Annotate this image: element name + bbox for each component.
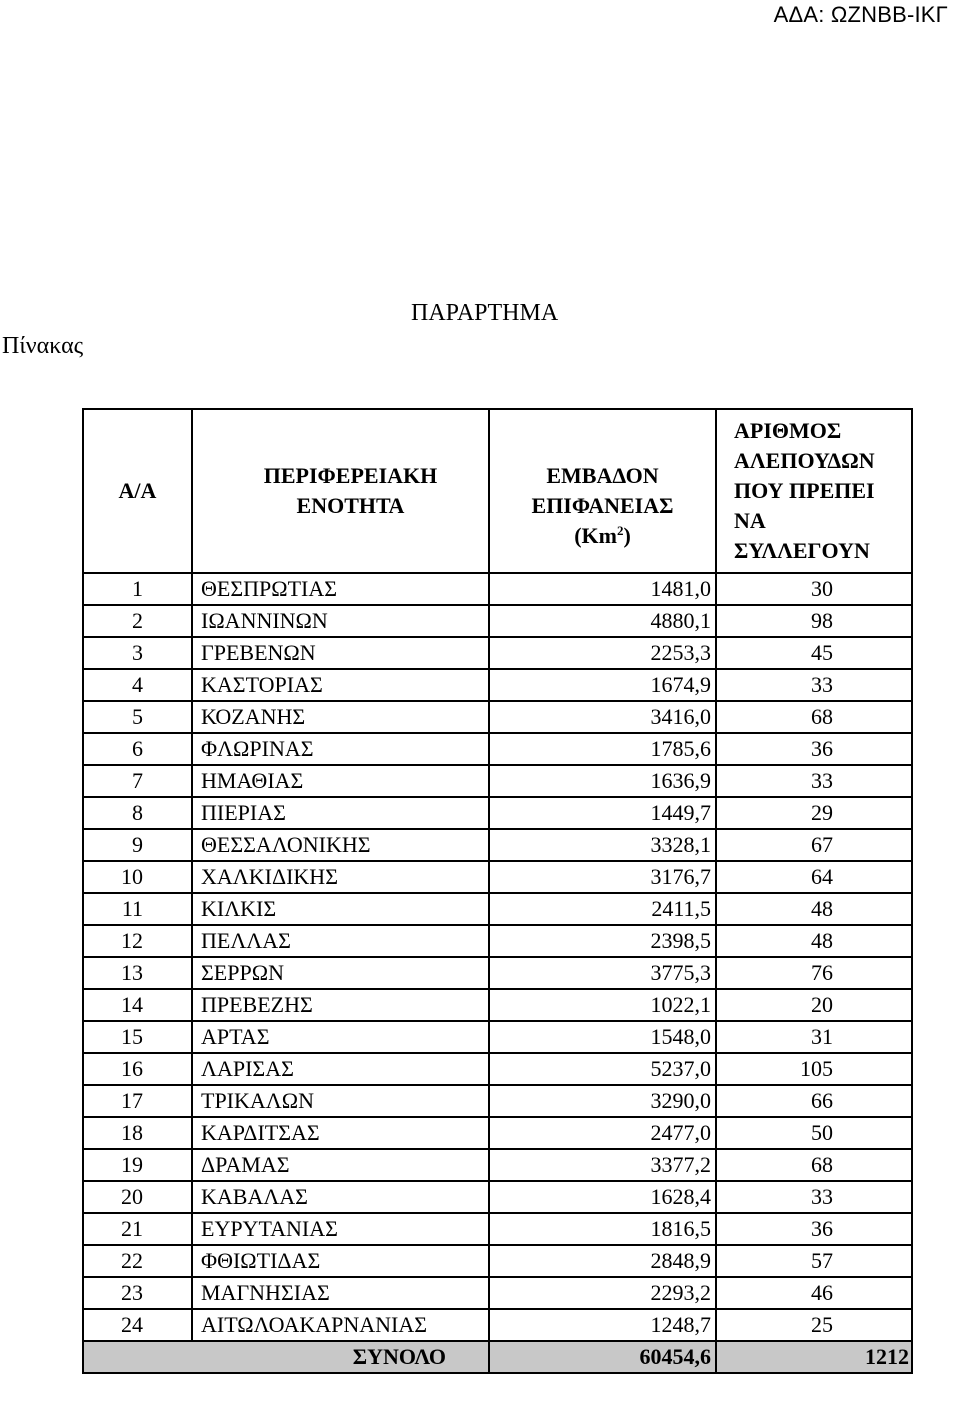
row-region: ΣΕΡΡΩΝ	[192, 957, 489, 989]
table-row	[83, 701, 912, 733]
row-region: ΘΕΣΣΑΛΟΝΙΚΗΣ	[192, 829, 489, 861]
row-foxes: 67	[716, 829, 912, 861]
header-region	[192, 409, 489, 573]
row-area: 2253,3	[489, 637, 716, 669]
row-aa: 18	[83, 1117, 192, 1149]
row-region: ΓΡΕΒΕΝΩΝ	[192, 637, 489, 669]
row-region: ΑΡΤΑΣ	[192, 1021, 489, 1053]
row-region: ΘΕΣΠΡΩΤΙΑΣ	[192, 573, 489, 605]
row-area: 1022,1	[489, 989, 716, 1021]
row-foxes: 105	[716, 1053, 912, 1085]
table-row	[83, 1053, 912, 1085]
table-row	[83, 1277, 912, 1309]
header-region-line2: ΕΝΟΤΗΤΑ	[296, 493, 405, 518]
row-area: 2398,5	[489, 925, 716, 957]
row-foxes: 30	[716, 573, 912, 605]
row-area: 1785,6	[489, 733, 716, 765]
row-foxes: 98	[716, 605, 912, 637]
table-label: Πίνακας	[2, 333, 84, 359]
row-area: 1548,0	[489, 1021, 716, 1053]
row-aa: 19	[83, 1149, 192, 1181]
row-region: ΚΙΛΚΙΣ	[192, 893, 489, 925]
table-row	[83, 669, 912, 701]
row-foxes: 48	[716, 893, 912, 925]
header-area-unit-open: (Km	[574, 523, 617, 548]
row-area: 2293,2	[489, 1277, 716, 1309]
table-row	[83, 573, 912, 605]
table-header-row	[83, 409, 912, 573]
row-foxes: 68	[716, 1149, 912, 1181]
row-aa: 3	[83, 637, 192, 669]
total-area: 60454,6	[489, 1341, 716, 1373]
row-area: 3176,7	[489, 861, 716, 893]
row-area: 3775,3	[489, 957, 716, 989]
annex-title: ΠΑΡΑΡΤΗΜΑ	[411, 300, 559, 326]
row-foxes: 48	[716, 925, 912, 957]
row-area: 3416,0	[489, 701, 716, 733]
row-area: 1816,5	[489, 1213, 716, 1245]
header-area	[489, 409, 716, 573]
header-area-unit-sup: 2	[616, 523, 624, 538]
row-region: ΕΥΡΥΤΑΝΙΑΣ	[192, 1213, 489, 1245]
total-row	[83, 1341, 912, 1373]
header-foxes-line1: ΑΡΙΘΜΟΣ	[734, 418, 842, 443]
row-aa: 6	[83, 733, 192, 765]
row-area: 5237,0	[489, 1053, 716, 1085]
table-row	[83, 925, 912, 957]
row-area: 3328,1	[489, 829, 716, 861]
row-region: ΠΡΕΒΕΖΗΣ	[192, 989, 489, 1021]
row-aa: 2	[83, 605, 192, 637]
row-area: 2477,0	[489, 1117, 716, 1149]
row-foxes: 66	[716, 1085, 912, 1117]
row-area: 1674,9	[489, 669, 716, 701]
table-row	[83, 1117, 912, 1149]
row-foxes: 57	[716, 1245, 912, 1277]
row-foxes: 29	[716, 797, 912, 829]
row-region: ΙΩΑΝΝΙΝΩΝ	[192, 605, 489, 637]
header-area-unit	[490, 521, 715, 551]
header-area-unit-close: )	[623, 523, 631, 548]
row-region: ΛΑΡΙΣΑΣ	[192, 1053, 489, 1085]
row-foxes: 36	[716, 733, 912, 765]
table-row	[83, 1309, 912, 1341]
header-foxes-line5: ΣΥΛΛΕΓΟΥΝ	[734, 538, 870, 563]
header-foxes-line3: ΠΟΥ ΠΡΕΠΕΙ	[734, 478, 875, 503]
table-row	[83, 1213, 912, 1245]
row-region: ΦΘΙΩΤΙΔΑΣ	[192, 1245, 489, 1277]
table-row	[83, 893, 912, 925]
row-aa: 12	[83, 925, 192, 957]
row-foxes: 64	[716, 861, 912, 893]
row-aa: 1	[83, 573, 192, 605]
row-area: 3377,2	[489, 1149, 716, 1181]
table-row	[83, 1149, 912, 1181]
row-foxes: 25	[716, 1309, 912, 1341]
row-foxes: 31	[716, 1021, 912, 1053]
header-foxes-line4: ΝΑ	[734, 508, 766, 533]
table-row	[83, 1245, 912, 1277]
header-area-line2: ΕΠΙΦΑΝΕΙΑΣ	[531, 493, 674, 518]
row-region: ΤΡΙΚΑΛΩΝ	[192, 1085, 489, 1117]
row-foxes: 45	[716, 637, 912, 669]
header-aa	[83, 409, 192, 573]
ada-code: ΑΔΑ: ΩΖΝΒΒ-ΙΚΓ	[773, 2, 948, 27]
row-area: 3290,0	[489, 1085, 716, 1117]
row-region: ΚΑΒΑΛΑΣ	[192, 1181, 489, 1213]
row-foxes: 76	[716, 957, 912, 989]
header-area-line1: ΕΜΒΑΔΟΝ	[546, 463, 659, 488]
total-foxes: 1212	[716, 1341, 912, 1373]
row-foxes: 20	[716, 989, 912, 1021]
row-aa: 7	[83, 765, 192, 797]
table-row	[83, 1181, 912, 1213]
row-aa: 22	[83, 1245, 192, 1277]
header-foxes	[716, 409, 912, 573]
row-aa: 11	[83, 893, 192, 925]
fox-quota-table	[82, 408, 913, 1374]
table-row	[83, 989, 912, 1021]
row-foxes: 33	[716, 1181, 912, 1213]
table-row	[83, 829, 912, 861]
table-row	[83, 765, 912, 797]
header-foxes-line2: ΑΛΕΠΟΥΔΩΝ	[734, 448, 875, 473]
row-region: ΠΙΕΡΙΑΣ	[192, 797, 489, 829]
row-area: 1481,0	[489, 573, 716, 605]
table-row	[83, 733, 912, 765]
row-aa: 23	[83, 1277, 192, 1309]
row-region: ΜΑΓΝΗΣΙΑΣ	[192, 1277, 489, 1309]
row-region: ΚΟΖΑΝΗΣ	[192, 701, 489, 733]
row-region: ΚΑΡΔΙΤΣΑΣ	[192, 1117, 489, 1149]
row-region: ΑΙΤΩΛΟΑΚΑΡΝΑΝΙΑΣ	[192, 1309, 489, 1341]
row-aa: 13	[83, 957, 192, 989]
row-foxes: 50	[716, 1117, 912, 1149]
row-region: ΠΕΛΛΑΣ	[192, 925, 489, 957]
table-row	[83, 861, 912, 893]
table-body	[83, 573, 912, 1373]
total-label: ΣΥΝΟΛΟ	[83, 1341, 489, 1373]
row-region: ΧΑΛΚΙΔΙΚΗΣ	[192, 861, 489, 893]
row-foxes: 33	[716, 765, 912, 797]
row-region: ΚΑΣΤΟΡΙΑΣ	[192, 669, 489, 701]
table-row	[83, 1085, 912, 1117]
table-row	[83, 605, 912, 637]
header-region-line1: ΠΕΡΙΦΕΡΕΙΑΚΗ	[263, 463, 438, 488]
table-row	[83, 797, 912, 829]
row-aa: 16	[83, 1053, 192, 1085]
row-region: ΦΛΩΡΙΝΑΣ	[192, 733, 489, 765]
row-foxes: 68	[716, 701, 912, 733]
row-aa: 9	[83, 829, 192, 861]
row-region: ΗΜΑΘΙΑΣ	[192, 765, 489, 797]
row-aa: 20	[83, 1181, 192, 1213]
row-aa: 17	[83, 1085, 192, 1117]
row-foxes: 36	[716, 1213, 912, 1245]
row-aa: 10	[83, 861, 192, 893]
table-row	[83, 1021, 912, 1053]
row-area: 4880,1	[489, 605, 716, 637]
header-aa-label: Α/Α	[118, 478, 157, 503]
table-row	[83, 957, 912, 989]
row-aa: 21	[83, 1213, 192, 1245]
row-foxes: 33	[716, 669, 912, 701]
row-area: 1449,7	[489, 797, 716, 829]
row-area: 2411,5	[489, 893, 716, 925]
row-area: 1628,4	[489, 1181, 716, 1213]
row-aa: 15	[83, 1021, 192, 1053]
row-aa: 8	[83, 797, 192, 829]
row-area: 1636,9	[489, 765, 716, 797]
table-row	[83, 637, 912, 669]
row-aa: 5	[83, 701, 192, 733]
row-region: ΔΡΑΜΑΣ	[192, 1149, 489, 1181]
row-aa: 24	[83, 1309, 192, 1341]
row-area: 2848,9	[489, 1245, 716, 1277]
row-area: 1248,7	[489, 1309, 716, 1341]
row-aa: 4	[83, 669, 192, 701]
row-aa: 14	[83, 989, 192, 1021]
row-foxes: 46	[716, 1277, 912, 1309]
